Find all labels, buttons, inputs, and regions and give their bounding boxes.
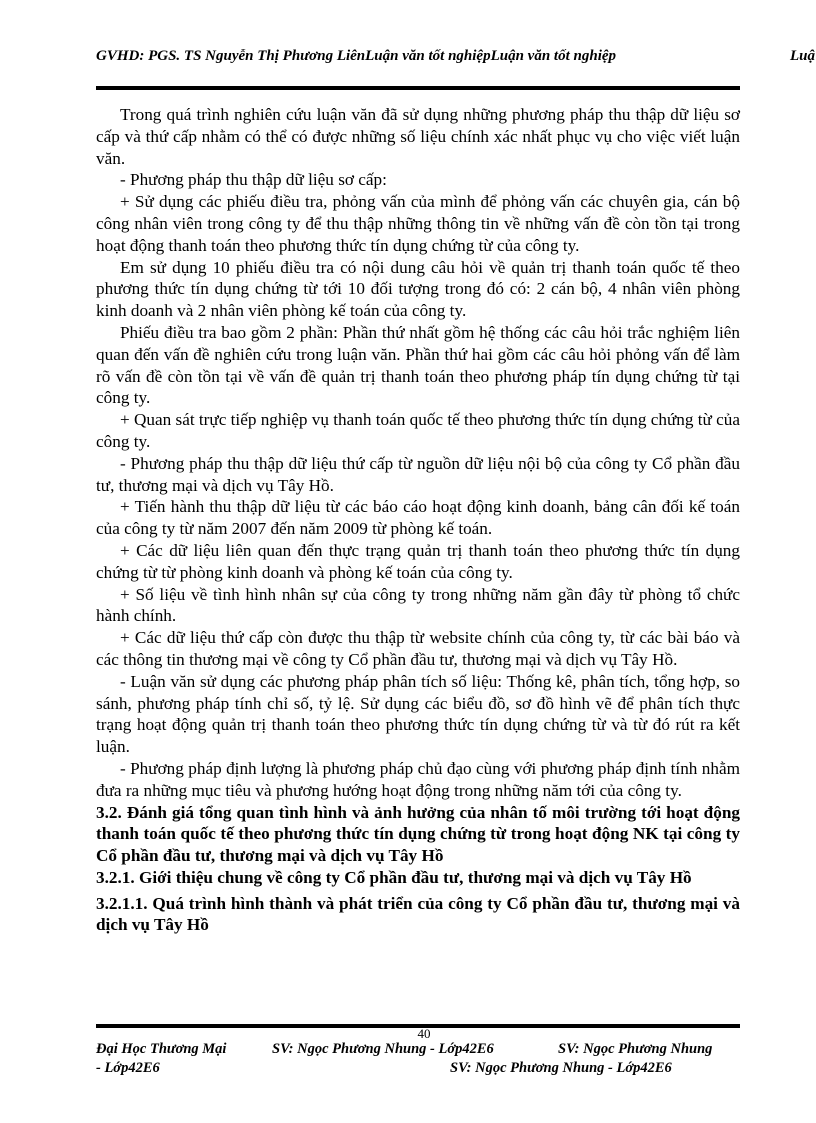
paragraph: + Số liệu về tình hình nhân sự của công ty trong những năm gần đây từ phòng tổ chức hành chính. [96,584,740,626]
footer-student-2: SV: Ngọc Phương Nhung [558,1041,713,1057]
paragraph: - Phương pháp thu thập dữ liệu thứ cấp từ nguồn dữ liệu nội bộ của công ty Cổ phần đầu tư, thương mại và dịch vụ Tây Hồ. [96,453,740,495]
paragraph: + Sử dụng các phiếu điều tra, phỏng vấn của mình để phỏng vấn các chuyên gia, cán bộ công nhân viên trong công ty để thu thập những thông tin về những vấn đề còn tồn tại trong hoạt động thanh toán theo phương thức tín dụng chứng từ của công ty. [96,192,740,255]
paragraph: - Phương pháp thu thập dữ liệu sơ cấp: [120,170,387,190]
paragraph: - Luận văn sử dụng các phương pháp phân tích số liệu: Thống kê, phân tích, tổng hợp, so sánh, phương pháp tính chỉ số, tỷ lệ. Sử dụng các biểu đồ, sơ đồ hình vẽ để phân tích thực trạng hoạt động quản trị thanh toán theo phương thức tín dụng chứng từ và từ đó rút ra kết luận. [96,671,740,757]
page-number: 40 [417,1026,431,1041]
paragraph: Phiếu điều tra bao gồm 2 phần: Phần thứ nhất gồm hệ thống các câu hỏi trắc nghiệm liên quan đến vấn đề nghiên cứu trong luận văn. Phần thứ hai gồm các câu hỏi phỏng vấn để làm rõ vấn đề còn tồn tại về vấn đề quản trị thanh toán theo phương pháp tín dụng chứng từ tại công ty. [96,322,740,408]
paragraph: + Các dữ liệu liên quan đến thực trạng quản trị thanh toán theo phương thức tín dụng chứng từ từ phòng kinh doanh và phòng kế toán của công ty. [96,540,740,582]
paragraph: + Tiến hành thu thập dữ liệu từ các báo cáo hoạt động kinh doanh, bảng cân đối kế toán của công ty từ năm 2007 đến năm 2009 từ phòng kế toán. [96,497,740,539]
section-heading-3-2-1-1: 3.2.1.1. Quá trình hình thành và phát triển của công ty Cổ phần đầu tư, thương mại và dịch vụ Tây Hồ [96,893,740,935]
paragraph: - Phương pháp định lượng là phương pháp chủ đạo cùng với phương pháp định tính nhằm đưa ra những mục tiêu và phương hướng hoạt động trong những năm tới của công ty. [96,758,740,800]
page-footer [96,1040,736,1078]
paragraph: + Các dữ liệu thứ cấp còn được thu thập từ website chính của công ty, từ các bài báo và các thông tin thương mại về công ty Cổ phần đầu tư, thương mại và dịch vụ Tây Hồ. [96,628,740,669]
section-heading-3-2: 3.2. Đánh giá tổng quan tình hình và ảnh hưởng của nhân tố môi trường tới hoạt động thanh toán quốc tế theo phương thức tín dụng chứng từ trong hoạt động NK tại công ty Cổ phần đầu tư, thương mại và dịch vụ Tây Hồ [96,802,740,866]
footer-school: Đại Học Thương Mại [96,1041,227,1057]
footer-student-2-class: - Lớp42E6 [96,1060,160,1076]
paragraph: + Quan sát trực tiếp nghiệp vụ thanh toán quốc tế theo phương thức tín dụng chứng từ của công ty. [96,410,741,451]
footer-student-1: SV: Ngọc Phương Nhung - Lớp42E6 [272,1041,494,1057]
paragraph: Em sử dụng 10 phiếu điều tra có nội dung câu hỏi về quản trị thanh toán quốc tế theo phương thức tín dụng chứng từ tới 10 đối tượng trong đó có: 2 cán bộ, 4 nhân viên phòng kinh doanh và 2 nhân viên phòng kế toán của công ty. [96,257,740,321]
header-divider [96,86,740,90]
header-right-text: Luậ [790,48,816,64]
header-left-text: GVHD: PGS. TS Nguyễn Thị Phương LiênLuận văn tốt nghiệpLuận văn tốt nghiệp [96,48,617,64]
section-heading-3-2-1: 3.2.1. Giới thiệu chung về công ty Cổ phần đầu tư, thương mại và dịch vụ Tây Hồ [96,867,692,887]
page-header [96,48,816,70]
footer-line-2 [96,1059,736,1078]
document-body [96,104,740,936]
paragraph: Trong quá trình nghiên cứu luận văn đã sử dụng những phương pháp thu thập dữ liệu sơ cấp và thứ cấp nhằm có thể có được những số liệu chính xác nhất phục vụ cho việc viết luận văn. [96,105,740,168]
footer-student-3: SV: Ngọc Phương Nhung - Lớp42E6 [450,1060,672,1076]
footer-line-1 [96,1040,736,1059]
